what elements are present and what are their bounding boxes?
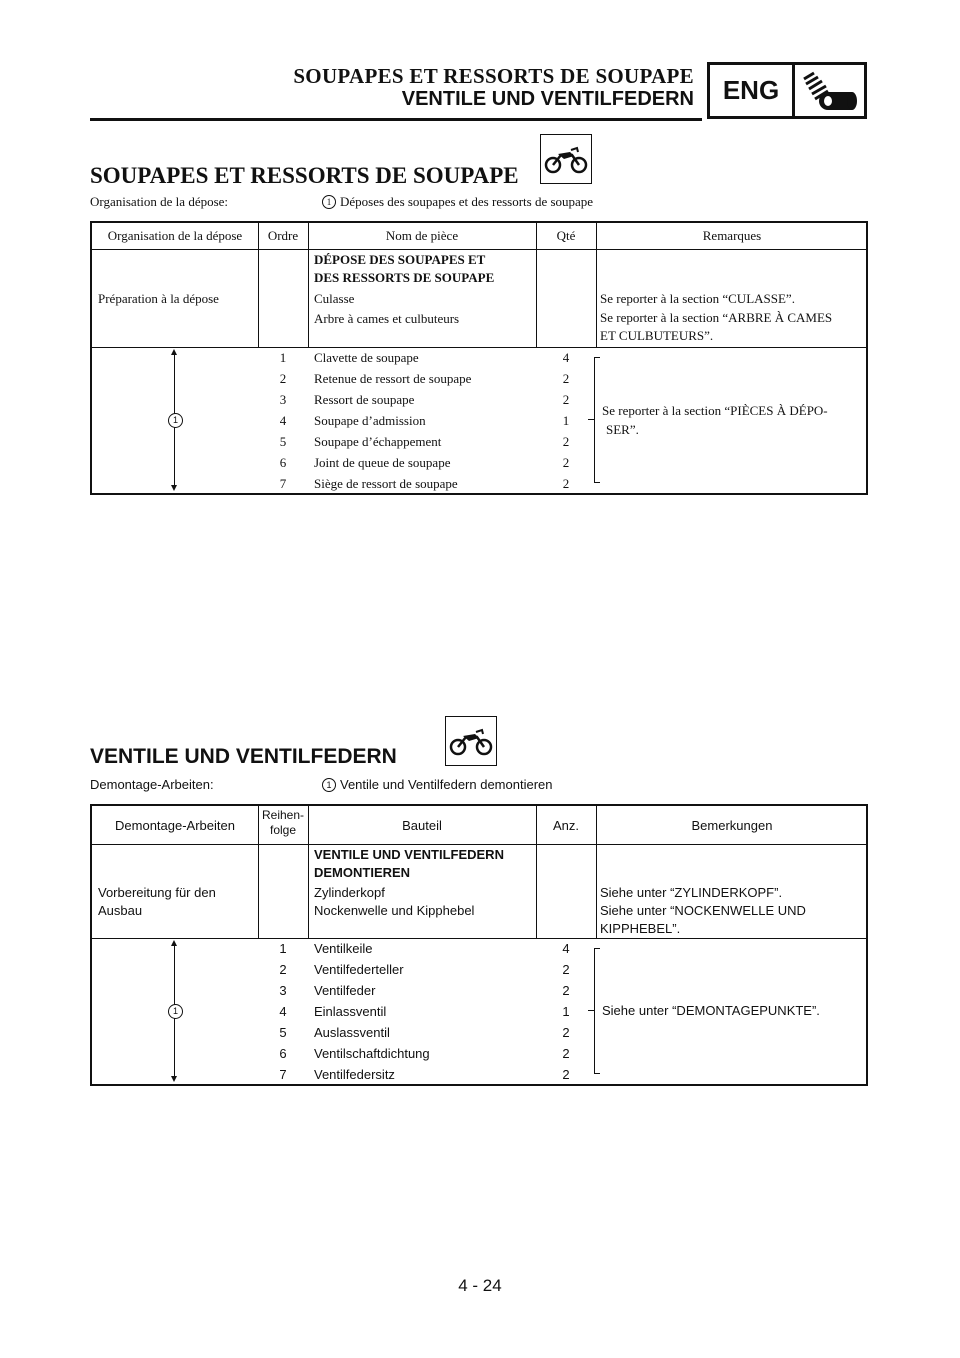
group-remark: Siehe unter “DEMONTAGEPUNKTE”. — [602, 1003, 820, 1018]
row-qty: 2 — [562, 1046, 570, 1061]
org-label: Organisation de la dépose: — [90, 194, 229, 209]
row-part: Retenue de ressort de soupape — [314, 371, 472, 386]
prep-item: Culasse — [314, 291, 355, 306]
row-qty: 2 — [562, 1067, 570, 1082]
col-header: Bauteil — [402, 818, 442, 833]
col-header: Organisation de la dépose — [107, 228, 243, 243]
org-line-fr — [90, 194, 594, 210]
row-part: Ventilfedersitz — [314, 1067, 395, 1082]
row-qty: 2 — [562, 1025, 570, 1040]
row-part: Ressort de soupape — [314, 392, 415, 407]
page-number: 4 - 24 — [458, 1276, 502, 1295]
row-part: Ventilfeder — [314, 983, 376, 998]
org-text: Déposes des soupapes et des ressorts de soupape — [340, 194, 594, 209]
prep-title: VENTILE UND VENTILFEDERN DEMONTIEREN — [314, 847, 504, 880]
row-part: Ventilfederteller — [314, 962, 404, 977]
lang-badge-label: ENG — [710, 65, 795, 116]
col-header: Ordre — [267, 228, 299, 243]
row-part: Soupape d’admission — [314, 413, 426, 428]
header-title-fr: SOUPAPES ET RESSORTS DE SOUPAPE — [293, 64, 694, 88]
row-order: 4 — [279, 1004, 287, 1019]
row-qty: 2 — [562, 392, 570, 407]
row-part: Clavette de soupape — [314, 350, 419, 365]
row-order: 1 — [279, 350, 287, 365]
row-qty: 2 — [562, 434, 570, 449]
group-remark: Se reporter à la section “PIÈCES À DÉPO- SER”. — [602, 403, 828, 437]
org-label: Demontage-Arbeiten: — [90, 777, 214, 792]
row-qty: 1 — [562, 413, 570, 428]
row-order: 2 — [279, 962, 287, 977]
row-order: 2 — [279, 371, 287, 386]
header-rule — [90, 118, 702, 121]
prep-label: Vorbereitung für den Ausbau — [98, 885, 216, 918]
row-part: Ventilschaftdichtung — [314, 1046, 430, 1061]
dirt-bike-icon — [540, 134, 592, 184]
row-order: 4 — [279, 413, 287, 428]
col-header: Qté — [556, 228, 576, 243]
row-qty: 2 — [562, 983, 570, 998]
row-order: 7 — [279, 1067, 287, 1082]
row-order: 5 — [279, 434, 287, 449]
prep-item: Zylinderkopf — [314, 885, 385, 900]
row-order: 7 — [279, 476, 287, 491]
col-header: Demontage-Arbeiten — [115, 818, 235, 833]
prep-label: Préparation à la dépose — [98, 291, 219, 306]
row-order: 6 — [279, 455, 287, 470]
prep-remark: Siehe unter “ZYLINDERKOPF”. — [600, 885, 783, 900]
group-number-badge: 1 — [168, 413, 183, 428]
row-part: Einlassventil — [314, 1004, 387, 1019]
row-qty: 2 — [562, 455, 570, 470]
row-order: 3 — [279, 983, 287, 998]
row-qty: 2 — [562, 962, 570, 977]
row-order: 5 — [279, 1025, 287, 1040]
col-header: Nom de pièce — [385, 228, 459, 243]
row-qty: 2 — [562, 476, 570, 491]
dirt-bike-icon — [445, 716, 497, 766]
org-line-de — [90, 777, 553, 792]
lang-badge — [707, 62, 867, 119]
spring-icon — [795, 65, 864, 116]
row-part: Joint de queue de soupape — [314, 455, 451, 470]
row-order: 1 — [279, 941, 287, 956]
prep-remark: Se reporter à la section “CULASSE”. — [600, 291, 795, 306]
org-text: Ventile und Ventilfedern demontieren — [340, 777, 553, 792]
prep-item: Nockenwelle und Kipphebel — [314, 903, 475, 918]
row-order: 6 — [279, 1046, 287, 1061]
col-header: Remarques — [702, 228, 762, 243]
row-part: Soupape d’échappement — [314, 434, 442, 449]
col-header: Bemerkungen — [691, 818, 773, 833]
parts-table-de — [90, 804, 868, 1086]
row-qty: 2 — [562, 371, 570, 386]
row-qty: 1 — [562, 1004, 570, 1019]
section-title-fr: SOUPAPES ET RESSORTS DE SOUPAPE — [90, 163, 519, 188]
prep-remark: Siehe unter “NOCKENWELLE UND KIPPHEBEL”. — [600, 903, 806, 936]
group-number-badge: 1 — [168, 1004, 183, 1019]
row-part: Siège de ressort de soupape — [314, 476, 458, 491]
row-qty: 4 — [562, 350, 570, 365]
row-part: Ventilkeile — [314, 941, 373, 956]
prep-remark: Se reporter à la section “ARBRE À CAMES ET CULBUTEURS”. — [600, 310, 833, 343]
prep-title: DÉPOSE DES SOUPAPES ET DES RESSORTS DE SOUPAPE — [314, 252, 495, 285]
col-header: Anz. — [552, 818, 579, 833]
row-qty: 4 — [562, 941, 570, 956]
section-title-de: VENTILE UND VENTILFEDERN — [90, 745, 397, 768]
row-order: 3 — [279, 392, 287, 407]
parts-table-fr — [90, 221, 868, 495]
org-number-badge: 1 — [322, 195, 336, 209]
col-header: Reihen- folge — [261, 808, 305, 837]
header-title-de: VENTILE UND VENTILFEDERN — [401, 88, 694, 110]
row-part: Auslassventil — [314, 1025, 390, 1040]
org-number-badge: 1 — [322, 778, 336, 792]
prep-item: Arbre à cames et culbuteurs — [314, 311, 460, 326]
